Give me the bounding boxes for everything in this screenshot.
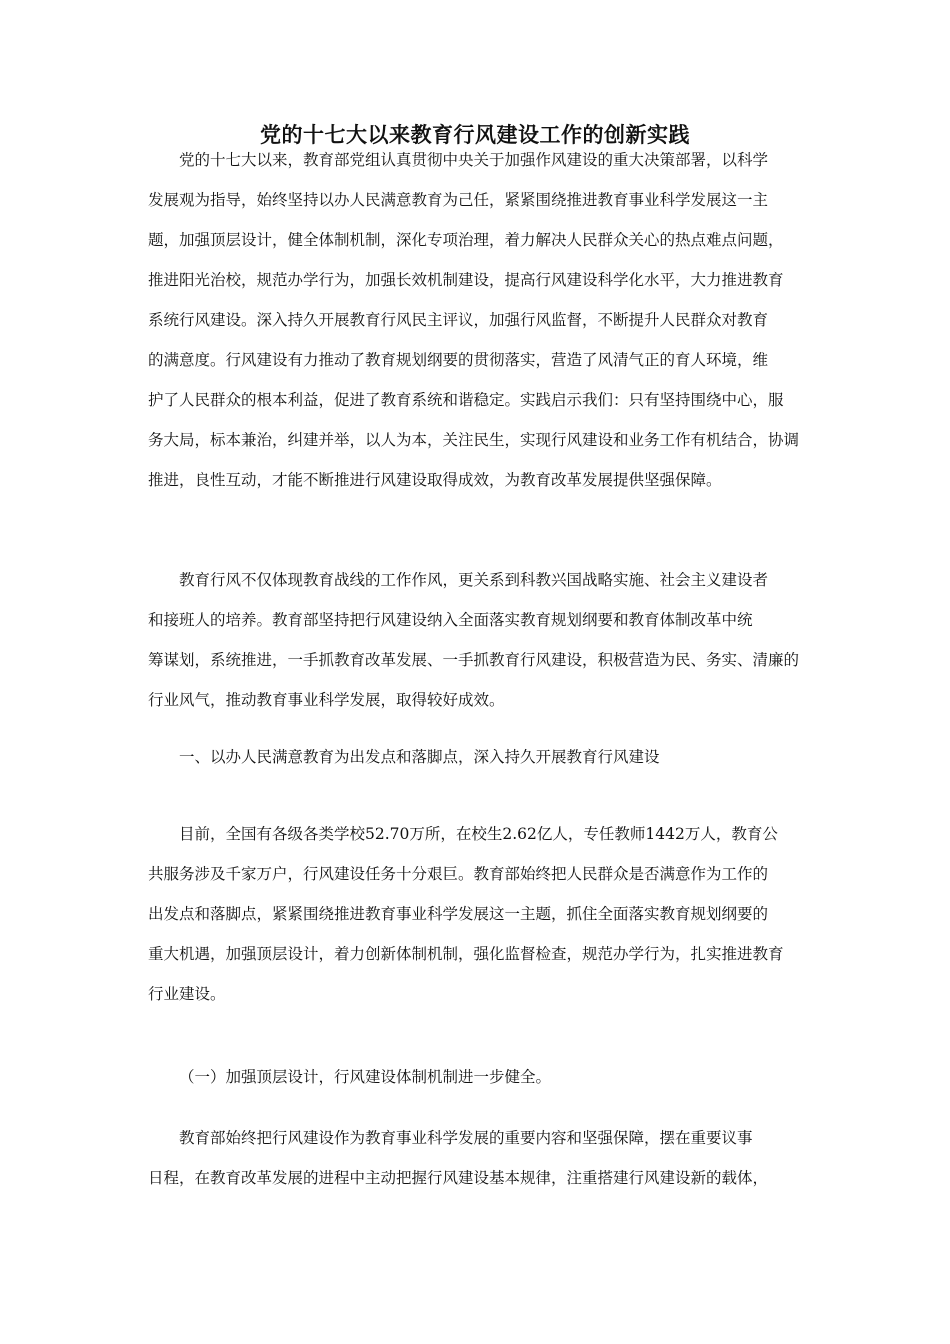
paragraph-line: 护了人民群众的根本利益，促进了教育系统和谐稳定。实践启示我们：只有坚持围绕中心，服 xyxy=(148,391,784,409)
paragraph-line: 推进，良性互动，才能不断推进行风建设取得成效，为教育改革发展提供坚强保障。 xyxy=(148,471,722,489)
paragraph-line: 行业建设。 xyxy=(148,985,226,1003)
paragraph-line: 共服务涉及千家万户，行风建设任务十分艰巨。教育部始终把人民群众是否满意作为工作的 xyxy=(148,865,769,883)
paragraph-line: 目前，全国有各级各类学校52.70万所，在校生2.62亿人，专任教师1442万人，教育公 xyxy=(179,825,778,843)
paragraph-education-style xyxy=(148,560,808,720)
paragraph-line: 题，加强顶层设计，健全体制机制，深化专项治理，着力解决人民群众关心的热点难点问题， xyxy=(148,231,784,249)
paragraph-line: 的满意度。行风建设有力推动了教育规划纲要的贯彻落实，营造了风清气正的育人环境，维 xyxy=(148,351,769,369)
paragraph-line: 务大局，标本兼治，纠建并举，以人为本，关注民生，实现行风建设和业务工作有机结合，协调 xyxy=(148,431,800,449)
paragraph-line: 党的十七大以来，教育部党组认真贯彻中央关于加强作风建设的重大决策部署，以科学 xyxy=(179,151,769,169)
paragraph-line: 教育行风不仅体现教育战线的工作作风，更关系到科教兴国战略实施、社会主义建设者 xyxy=(179,571,769,589)
subsection-heading-1 xyxy=(148,1057,808,1097)
paragraph-line: 日程，在教育改革发展的进程中主动把握行风建设基本规律，注重搭建行风建设新的载体， xyxy=(148,1169,769,1187)
subsection-heading-line: （一）加强顶层设计，行风建设体制机制进一步健全。 xyxy=(179,1068,552,1086)
paragraph-line: 发展观为指导，始终坚持以办人民满意教育为己任，紧紧围绕推进教育事业科学发展这一主 xyxy=(148,191,769,209)
paragraph-intro xyxy=(148,140,808,500)
paragraph-line: 系统行风建设。深入持久开展教育行风民主评议，加强行风监督，不断提升人民群众对教育 xyxy=(148,311,769,329)
paragraph-top-level-design xyxy=(148,1118,808,1198)
paragraph-line: 推进阳光治校，规范办学行为，加强长效机制建设，提高行风建设科学化水平，大力推进教育 xyxy=(148,271,784,289)
paragraph-line: 重大机遇，加强顶层设计，着力创新体制机制，强化监督检查，规范办学行为，扎实推进教育 xyxy=(148,945,784,963)
paragraph-line: 和接班人的培养。教育部坚持把行风建设纳入全面落实教育规划纲要和教育体制改革中统 xyxy=(148,611,753,629)
paragraph-line: 行业风气，推动教育事业科学发展，取得较好成效。 xyxy=(148,691,505,709)
paragraph-line: 筹谋划，系统推进，一手抓教育改革发展、一手抓教育行风建设，积极营造为民、务实、清廉的 xyxy=(148,651,800,669)
section-heading-1 xyxy=(148,737,808,777)
paragraph-current-status xyxy=(148,814,808,1014)
paragraph-line: 出发点和落脚点，紧紧围绕推进教育事业科学发展这一主题，抓住全面落实教育规划纲要的 xyxy=(148,905,769,923)
section-heading-line: 一、以办人民满意教育为出发点和落脚点，深入持久开展教育行风建设 xyxy=(179,748,660,766)
paragraph-line: 教育部始终把行风建设作为教育事业科学发展的重要内容和坚强保障，摆在重要议事 xyxy=(179,1129,753,1147)
document-title: 党的十七大以来教育行风建设工作的创新实践 xyxy=(260,122,690,147)
